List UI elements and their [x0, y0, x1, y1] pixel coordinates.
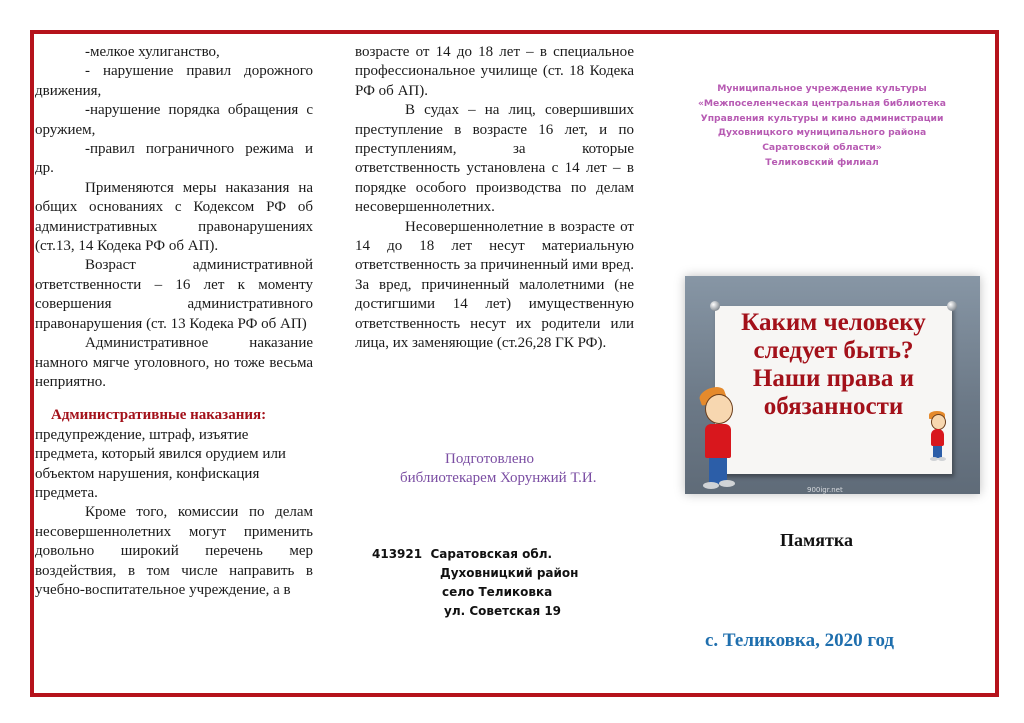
address-line: Духовницкий район — [440, 566, 579, 580]
paragraph: Применяются меры наказания на общих основаниях с Кодексом РФ об административных правонарушениях (ст.13, 14 Кодека РФ об АП). — [35, 179, 313, 255]
pushpin-icon — [947, 301, 957, 311]
organization-header — [672, 82, 972, 171]
cover-illustration — [685, 276, 980, 494]
paragraph: В судах – на лиц, совершивших преступление в возрасте 16 лет, и по преступлениям, за которые ответственность установлена с 14 лет – в порядке особого производства по делам несовершеннолетних. — [355, 102, 634, 216]
paragraph: возрасте от 14 до 18 лет – в специальное профессиональное училище (ст. 18 Кодека РФ об АП). — [355, 44, 634, 99]
column-left — [35, 43, 313, 600]
paragraph: Кроме того, комиссии по делам несовершеннолетних могут применить довольно широкий перечень мер воздействия, в том числе направить в учебно-воспитательное учреждение, а в — [35, 504, 313, 598]
org-line: Духовницкого муниципального района — [717, 127, 927, 139]
org-line: Управления культуры и кино администрации — [700, 112, 944, 124]
memo-title: Памятка — [780, 530, 853, 550]
list-item: -нарушение порядка обращения с оружием, — [35, 102, 313, 138]
paragraph: Административное наказание намного мягче уголовного, но тоже весьма неприятно. — [35, 335, 313, 390]
prepared-author: библиотекарем Хорунжий Т.И. — [400, 470, 597, 486]
prepared-by — [400, 450, 660, 488]
poster-line: следует быть? — [753, 337, 914, 364]
list-item: - нарушение правил дорожного движения, — [35, 63, 313, 99]
address-line: ул. Советская 19 — [444, 604, 562, 618]
poster-line: Наши права и — [752, 365, 915, 392]
pushpin-icon — [710, 301, 720, 311]
address-line: село Теликовка — [442, 585, 553, 599]
poster-title — [715, 310, 952, 422]
cartoon-boy-icon — [695, 384, 745, 494]
org-line: Теликовский филиал — [765, 156, 879, 168]
address-line: 413921 Саратовская обл. — [372, 547, 553, 561]
watermark: 900igr.net — [807, 486, 843, 494]
paragraph: Возраст административной ответственности – 16 лет к моменту совершения административного правонарушения (ст. 13 Кодека РФ об АП) — [35, 257, 313, 332]
place-year: с. Теликовка, 2020 год — [705, 630, 895, 651]
column-middle — [355, 43, 634, 354]
address-block — [372, 545, 578, 621]
paragraph: Несовершеннолетние в возрасте от 14 до 18 лет несут материальную ответственность за причиненный ими вред. За вред, причиненный малолетними (не достигшими 14 лет) имущественную ответственность несут их родители или лица, их заменяющие (ст.26,28 ГК РФ). — [355, 218, 634, 352]
poster-sheet — [715, 306, 952, 474]
cartoon-boy-icon — [927, 409, 951, 464]
org-line: «Межпоселенческая центральная библиотека — [697, 97, 947, 109]
paragraph: предупреждение, штраф, изъятие предмета, который явился орудием или объектом нарушения, конфискация предмета. — [35, 426, 286, 501]
org-line: Саратовской области» — [762, 142, 882, 154]
org-line: Муниципальное учреждение культуры — [717, 83, 927, 94]
prepared-label: Подготовлено — [445, 451, 535, 467]
list-item: -мелкое хулиганство, — [85, 44, 220, 60]
poster-line: Каким человеку — [741, 309, 926, 336]
poster-line: обязанности — [763, 393, 904, 420]
list-item: -правил пограничного режима и др. — [35, 141, 313, 177]
section-heading: Административные наказания: — [51, 407, 267, 424]
